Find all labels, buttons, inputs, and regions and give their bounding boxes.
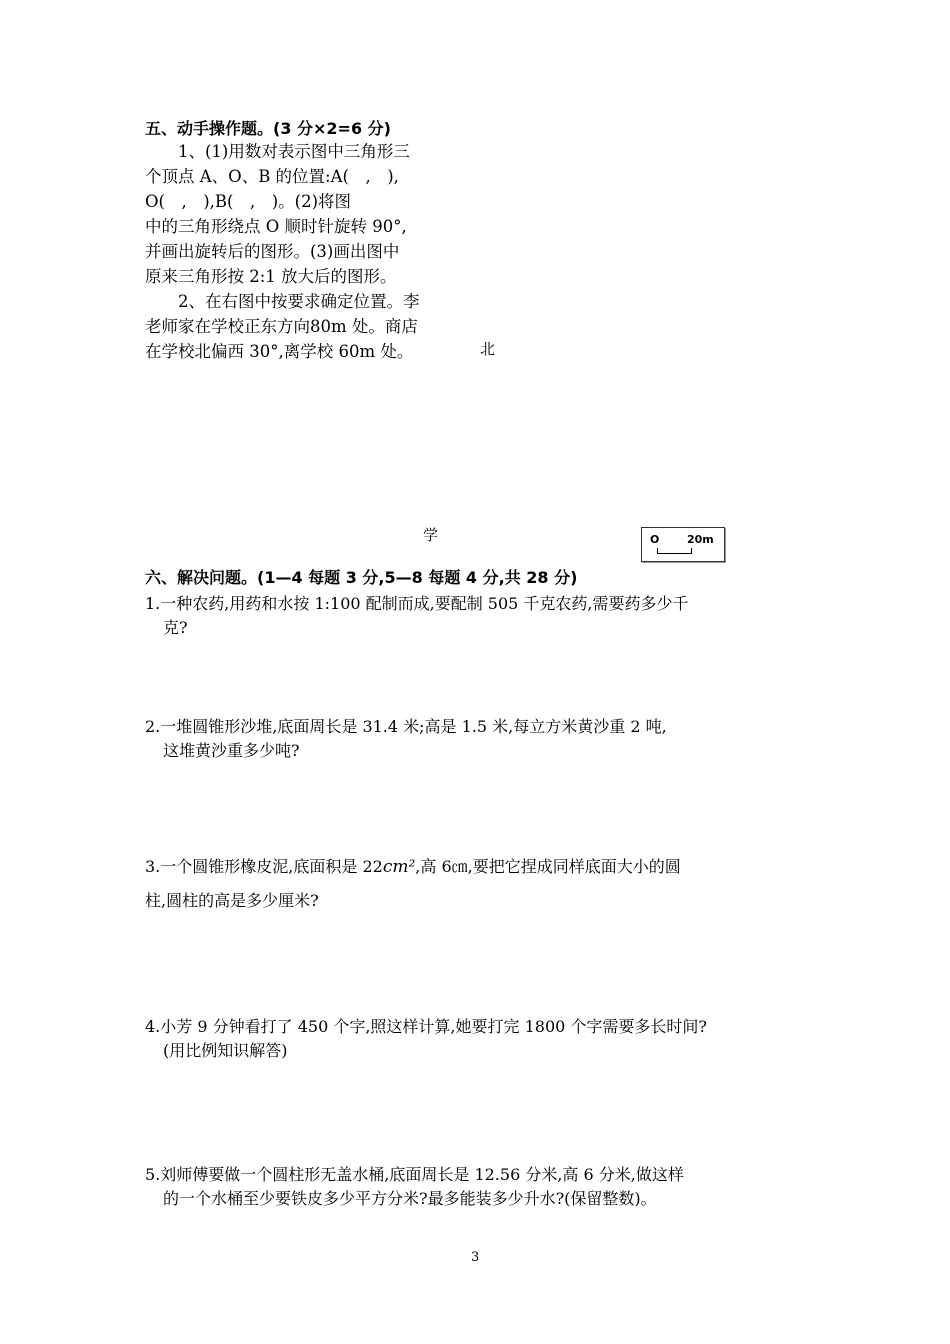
cm-squared-unit: cm² [382,857,416,877]
question-2-line-2: 这堆黄沙重多少吨? [163,741,300,760]
question-5-line-2: 的一个水桶至少要铁皮多少平方分米?最多能装多少升水?(保留整数)。 [163,1189,657,1208]
scale-legend [641,527,725,562]
section5-title: 五、动手操作题。(3 分×2=6 分) [145,119,391,138]
question-3-text-b: ,高 6㎝,要把它捏成同样底面大小的圆 [415,857,681,876]
section5-line-1: 1、(1)用数对表示图中三角形三 [145,142,410,161]
section5-line-5: 并画出旋转后的图形。(3)画出图中 [145,242,400,261]
scale-bar [657,548,692,554]
section5-line-3: O( , ),B( , )。(2)将图 [145,192,352,211]
school-label: 学 [423,526,439,544]
question-1-line-2: 克? [163,618,188,637]
section5-line-6: 原来三角形按 2:1 放大后的图形。 [145,267,397,286]
section5-line-9: 在学校北偏西 30°,离学校 60m 处。 [145,342,414,361]
page-number: 3 [471,1250,480,1265]
section5-line-4: 中的三角形绕点 O 顺时针旋转 90°, [145,217,407,236]
question-5-line-1: 5.刘师傅要做一个圆柱形无盖水桶,底面周长是 12.56 分米,高 6 分米,做这样 [145,1165,684,1184]
question-1-line-1: 1.一种农药,用药和水按 1:100 配制而成,要配制 505 千克农药,需要药多少千 [145,594,689,613]
question-2-line-1: 2.一堆圆锥形沙堆,底面周长是 31.4 米;高是 1.5 米,每立方米黄沙重 2 吨, [145,717,667,736]
north-label: 北 [480,340,496,358]
question-3-line-2: 柱,圆柱的高是多少厘米? [145,891,319,910]
section5-line-7: 2、在右图中按要求确定位置。李 [145,292,420,311]
scale-zero: O [650,533,660,546]
question-4-line-2: (用比例知识解答) [163,1041,288,1060]
question-4-line-1: 4.小芳 9 分钟看打了 450 个字,照这样计算,她要打完 1800 个字需要多长时间? [145,1017,707,1036]
section5-line-2: 个顶点 A、O、B 的位置:A( , ), [145,167,399,186]
section6-title: 六、解决问题。(1—4 每题 3 分,5—8 每题 4 分,共 28 分) [145,568,578,587]
question-3-line-1 [145,854,681,877]
section5-line-8: 老师家在学校正东方向80m 处。商店 [145,317,418,336]
scale-value: 20m [687,533,714,546]
question-3-text-a: 3.一个圆锥形橡皮泥,底面积是 22 [145,857,383,876]
